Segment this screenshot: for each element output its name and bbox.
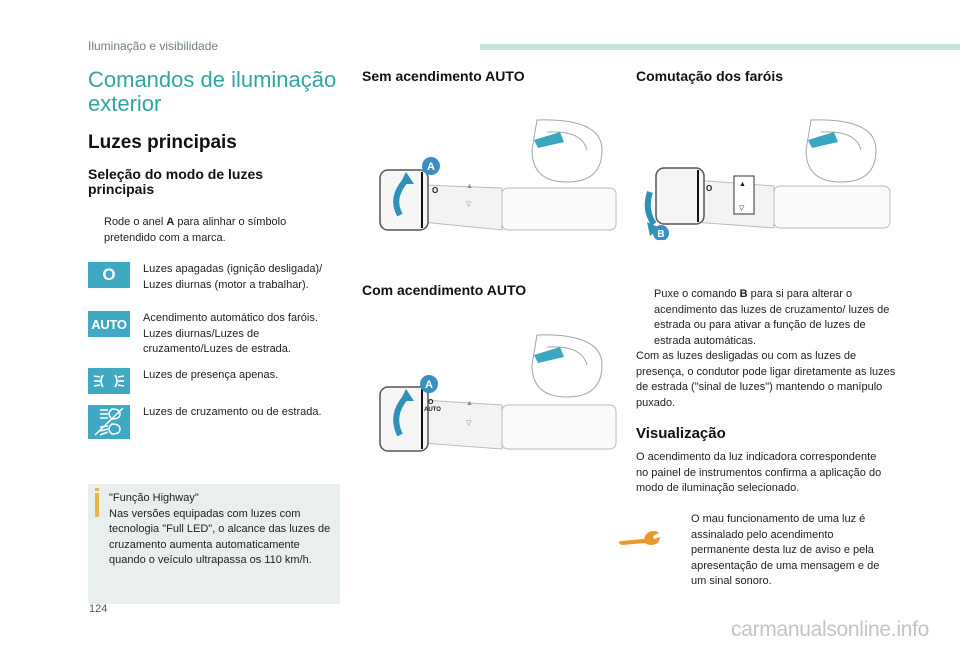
svg-text:▽: ▽	[466, 201, 472, 208]
svg-text:▽: ▽	[466, 420, 472, 427]
info-icon	[95, 488, 99, 491]
main-heading: Luzes principais	[88, 132, 237, 153]
warning-text: O mau funcionamento de uma luz é assinalado pelo acendimento permanente desta luz de aviso e pela apresentação de uma mensagem e de um sinal sonoro.	[691, 513, 880, 587]
subheading: Seleção do modo de luzes principais	[88, 166, 264, 197]
auto-symbol-icon: AUTO	[88, 311, 130, 337]
svg-text:O: O	[428, 399, 434, 406]
stalk-illustration-sem-auto	[362, 110, 618, 240]
control-label: B	[739, 288, 748, 300]
stalk-illustration-comutacao	[636, 110, 892, 240]
sidelights-icon	[88, 368, 130, 394]
heading-com-auto: Com acendimento AUTO	[362, 282, 527, 298]
svg-text:A: A	[425, 379, 433, 391]
ring-label: A	[166, 216, 175, 228]
svg-text:▽: ▽	[739, 205, 745, 212]
heading-visualizacao: Visualização	[636, 425, 726, 442]
section-header: Iluminação e visibilidade	[88, 39, 219, 53]
off-symbol-icon: O	[88, 262, 130, 288]
info-title: "Função Highway"	[109, 492, 199, 504]
headlights-icon	[88, 405, 130, 439]
header-bar	[480, 44, 960, 50]
svg-text:B: B	[657, 229, 665, 240]
watermark: carmanualsonline.info	[731, 618, 929, 641]
svg-text:▲: ▲	[466, 183, 473, 190]
svg-text:O: O	[432, 186, 439, 195]
heading-comutacao: Comutação dos faróis	[636, 68, 784, 84]
svg-text:AUTO: AUTO	[424, 407, 441, 413]
page-number: 124	[89, 603, 108, 615]
svg-text:▲: ▲	[466, 400, 473, 407]
heading-sem-auto: Sem acendimento AUTO	[362, 68, 525, 84]
stalk-illustration-com-auto	[362, 325, 618, 460]
info-body: Nas versões equipadas com luzes com tecnologia "Full LED", o alcance das luzes de cruzamento aumenta automaticamente quando o veículo ultrapassa os 110 km/h.	[109, 507, 331, 566]
svg-text:O: O	[706, 184, 713, 193]
info-box-highway	[88, 484, 340, 604]
page-title: Comandos de iluminação exterior	[88, 67, 337, 116]
svg-text:▲: ▲	[739, 181, 746, 188]
visualizacao-text: O acendimento da luz indicadora correspondente no painel de instrumentos confirma a aplicação do modo de iluminação selecionado.	[636, 451, 882, 494]
comutacao-note: Com as luzes desligadas ou com as luzes de presença, o condutor pode ligar diretamente as luzes de estrada ("sinal de luzes") mantendo o manípulo puxado.	[636, 350, 896, 409]
svg-text:A: A	[427, 161, 435, 173]
wrench-warning-icon	[618, 528, 662, 550]
ring-instruction: Rode o anel A para alinhar o símbolo pretendido com a marca.	[104, 216, 287, 244]
comutacao-instruction: Puxe o comando B para si para alterar o acendimento das luzes de cruzamento/ luzes de estrada ou para ativar a função de luzes de estrada automáticas.	[654, 288, 890, 347]
